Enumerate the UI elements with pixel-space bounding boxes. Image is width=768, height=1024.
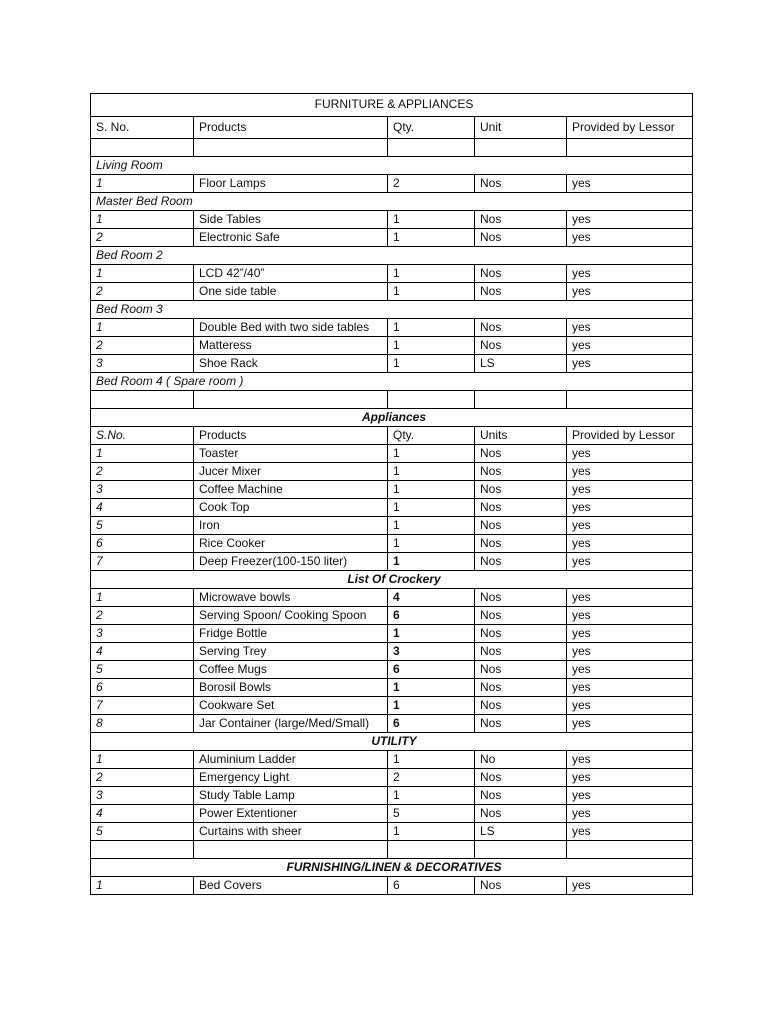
- quantity: 1: [388, 553, 475, 571]
- serial-number: 3: [91, 355, 194, 373]
- table-row: [91, 499, 693, 517]
- room-heading-row: [91, 301, 693, 319]
- table-row: [91, 607, 693, 625]
- unit: Nos: [475, 445, 567, 463]
- product-name: Serving Trey: [194, 643, 388, 661]
- provided-by-lessor: yes: [567, 265, 693, 283]
- unit: Nos: [475, 337, 567, 355]
- provided-by-lessor: yes: [567, 229, 693, 247]
- quantity: 4: [388, 589, 475, 607]
- unit: Nos: [475, 805, 567, 823]
- product-name: Borosil Bowls: [194, 679, 388, 697]
- blank-row: [91, 841, 693, 859]
- table-row: [91, 265, 693, 283]
- appliances-header-row: [91, 427, 693, 445]
- blank-cell: [475, 391, 567, 409]
- serial-number: 1: [91, 265, 194, 283]
- serial-number: 2: [91, 769, 194, 787]
- inventory-table-body: [91, 94, 693, 895]
- unit: Nos: [475, 679, 567, 697]
- provided-by-lessor: yes: [567, 355, 693, 373]
- product-name: Aluminium Ladder: [194, 751, 388, 769]
- quantity: 1: [388, 265, 475, 283]
- provided-by-lessor: yes: [567, 877, 693, 895]
- serial-number: 4: [91, 643, 194, 661]
- product-name: Iron: [194, 517, 388, 535]
- header-row: [91, 117, 693, 139]
- serial-number: 3: [91, 787, 194, 805]
- table-row: [91, 679, 693, 697]
- table-row: [91, 643, 693, 661]
- quantity: 1: [388, 319, 475, 337]
- unit: Nos: [475, 319, 567, 337]
- table-row: [91, 319, 693, 337]
- room-heading: Living Room: [91, 157, 693, 175]
- provided-by-lessor: yes: [567, 643, 693, 661]
- product-name: Side Tables: [194, 211, 388, 229]
- product-name: Bed Covers: [194, 877, 388, 895]
- room-heading-row: [91, 193, 693, 211]
- quantity: 1: [388, 481, 475, 499]
- unit: Nos: [475, 643, 567, 661]
- quantity: 6: [388, 715, 475, 733]
- serial-number: 1: [91, 751, 194, 769]
- unit: Nos: [475, 283, 567, 301]
- quantity: 1: [388, 445, 475, 463]
- quantity: 2: [388, 769, 475, 787]
- table-row: [91, 517, 693, 535]
- appliances-heading: Appliances: [91, 409, 693, 427]
- serial-number: 5: [91, 661, 194, 679]
- serial-number: 7: [91, 697, 194, 715]
- table-row: [91, 175, 693, 193]
- serial-number: 1: [91, 445, 194, 463]
- quantity: 1: [388, 787, 475, 805]
- quantity: 1: [388, 535, 475, 553]
- product-name: Electronic Safe: [194, 229, 388, 247]
- provided-by-lessor: yes: [567, 319, 693, 337]
- provided-by-lessor: yes: [567, 805, 693, 823]
- serial-number: 2: [91, 229, 194, 247]
- table-row: [91, 463, 693, 481]
- quantity: 1: [388, 211, 475, 229]
- table-row: [91, 211, 693, 229]
- serial-number: 2: [91, 283, 194, 301]
- provided-by-lessor: yes: [567, 211, 693, 229]
- serial-number: 4: [91, 499, 194, 517]
- header-provided: Provided by Lessor: [567, 117, 693, 139]
- header-products: Products: [194, 117, 388, 139]
- quantity: 1: [388, 625, 475, 643]
- table-row: [91, 715, 693, 733]
- quantity: 1: [388, 229, 475, 247]
- product-name: Deep Freezer(100-150 liter): [194, 553, 388, 571]
- table-row: [91, 823, 693, 841]
- blank-cell: [567, 391, 693, 409]
- header-unit: Units: [475, 427, 567, 445]
- blank-cell: [388, 841, 475, 859]
- furnishing-heading: FURNISHING/LINEN & DECORATIVES: [91, 859, 693, 877]
- room-heading-row: [91, 157, 693, 175]
- blank-cell: [91, 841, 194, 859]
- product-name: Double Bed with two side tables: [194, 319, 388, 337]
- quantity: 1: [388, 337, 475, 355]
- unit: Nos: [475, 535, 567, 553]
- serial-number: 8: [91, 715, 194, 733]
- serial-number: 5: [91, 517, 194, 535]
- header-qty: Qty.: [388, 427, 475, 445]
- table-row: [91, 751, 693, 769]
- table-row: [91, 661, 693, 679]
- blank-row: [91, 139, 693, 157]
- provided-by-lessor: yes: [567, 283, 693, 301]
- table-row: [91, 481, 693, 499]
- product-name: Rice Cooker: [194, 535, 388, 553]
- quantity: 5: [388, 805, 475, 823]
- product-name: Jucer Mixer: [194, 463, 388, 481]
- table-row: [91, 337, 693, 355]
- serial-number: 1: [91, 319, 194, 337]
- blank-cell: [388, 391, 475, 409]
- table-row: [91, 553, 693, 571]
- serial-number: 5: [91, 823, 194, 841]
- unit: Nos: [475, 463, 567, 481]
- unit: Nos: [475, 499, 567, 517]
- serial-number: 3: [91, 481, 194, 499]
- header-sno: S. No.: [91, 117, 194, 139]
- quantity: 6: [388, 661, 475, 679]
- appliances-heading-row: [91, 409, 693, 427]
- product-name: Study Table Lamp: [194, 787, 388, 805]
- unit: Nos: [475, 607, 567, 625]
- provided-by-lessor: yes: [567, 535, 693, 553]
- unit: Nos: [475, 877, 567, 895]
- quantity: 1: [388, 517, 475, 535]
- blank-cell: [91, 391, 194, 409]
- product-name: Curtains with sheer: [194, 823, 388, 841]
- table-row: [91, 805, 693, 823]
- table-row: [91, 355, 693, 373]
- provided-by-lessor: yes: [567, 607, 693, 625]
- serial-number: 2: [91, 337, 194, 355]
- quantity: 6: [388, 607, 475, 625]
- serial-number: 3: [91, 625, 194, 643]
- header-unit: Unit: [475, 117, 567, 139]
- provided-by-lessor: yes: [567, 823, 693, 841]
- unit: LS: [475, 355, 567, 373]
- provided-by-lessor: yes: [567, 445, 693, 463]
- quantity: 1: [388, 463, 475, 481]
- quantity: 1: [388, 283, 475, 301]
- serial-number: 6: [91, 679, 194, 697]
- utility-heading: UTILITY: [91, 733, 693, 751]
- serial-number: 1: [91, 877, 194, 895]
- product-name: Microwave bowls: [194, 589, 388, 607]
- quantity: 1: [388, 355, 475, 373]
- blank-row: [91, 391, 693, 409]
- product-name: LCD 42”/40”: [194, 265, 388, 283]
- product-name: Fridge Bottle: [194, 625, 388, 643]
- quantity: 1: [388, 679, 475, 697]
- header-provided: Provided by Lessor: [567, 427, 693, 445]
- unit: Nos: [475, 625, 567, 643]
- table-row: [91, 535, 693, 553]
- provided-by-lessor: yes: [567, 499, 693, 517]
- product-name: Matteress: [194, 337, 388, 355]
- provided-by-lessor: yes: [567, 751, 693, 769]
- unit: No: [475, 751, 567, 769]
- product-name: Emergency Light: [194, 769, 388, 787]
- table-row: [91, 625, 693, 643]
- provided-by-lessor: yes: [567, 517, 693, 535]
- serial-number: 2: [91, 607, 194, 625]
- provided-by-lessor: yes: [567, 463, 693, 481]
- crockery-heading: List Of Crockery: [91, 571, 693, 589]
- utility-heading-row: [91, 733, 693, 751]
- unit: Nos: [475, 787, 567, 805]
- unit: Nos: [475, 661, 567, 679]
- product-name: Serving Spoon/ Cooking Spoon: [194, 607, 388, 625]
- product-name: Cook Top: [194, 499, 388, 517]
- unit: Nos: [475, 553, 567, 571]
- room-heading-row: [91, 247, 693, 265]
- unit: Nos: [475, 769, 567, 787]
- room-heading: Master Bed Room: [91, 193, 693, 211]
- table-row: [91, 229, 693, 247]
- provided-by-lessor: yes: [567, 175, 693, 193]
- quantity: 6: [388, 877, 475, 895]
- inventory-table: [90, 93, 693, 895]
- furnishing-heading-row: [91, 859, 693, 877]
- unit: Nos: [475, 229, 567, 247]
- quantity: 1: [388, 499, 475, 517]
- provided-by-lessor: yes: [567, 337, 693, 355]
- serial-number: 4: [91, 805, 194, 823]
- table-row: [91, 283, 693, 301]
- provided-by-lessor: yes: [567, 787, 693, 805]
- product-name: Coffee Machine: [194, 481, 388, 499]
- table-row: [91, 589, 693, 607]
- table-row: [91, 445, 693, 463]
- quantity: 1: [388, 751, 475, 769]
- product-name: Shoe Rack: [194, 355, 388, 373]
- table-row: [91, 697, 693, 715]
- spare-room-heading-row: [91, 373, 693, 391]
- provided-by-lessor: yes: [567, 697, 693, 715]
- provided-by-lessor: yes: [567, 661, 693, 679]
- unit: Nos: [475, 589, 567, 607]
- unit: Nos: [475, 211, 567, 229]
- provided-by-lessor: yes: [567, 715, 693, 733]
- table-row: [91, 787, 693, 805]
- serial-number: 1: [91, 211, 194, 229]
- blank-cell: [475, 841, 567, 859]
- serial-number: 6: [91, 535, 194, 553]
- crockery-heading-row: [91, 571, 693, 589]
- title-row: [91, 94, 693, 117]
- provided-by-lessor: yes: [567, 553, 693, 571]
- provided-by-lessor: yes: [567, 481, 693, 499]
- quantity: 1: [388, 697, 475, 715]
- product-name: Toaster: [194, 445, 388, 463]
- product-name: Power Extentioner: [194, 805, 388, 823]
- serial-number: 2: [91, 463, 194, 481]
- unit: Nos: [475, 715, 567, 733]
- header-qty: Qty.: [388, 117, 475, 139]
- unit: Nos: [475, 697, 567, 715]
- provided-by-lessor: yes: [567, 589, 693, 607]
- header-sno: S.No.: [91, 427, 194, 445]
- blank-cell: [194, 841, 388, 859]
- unit: Nos: [475, 175, 567, 193]
- product-name: One side table: [194, 283, 388, 301]
- table-title: FURNITURE & APPLIANCES: [91, 94, 693, 117]
- quantity: 2: [388, 175, 475, 193]
- quantity: 1: [388, 823, 475, 841]
- unit: LS: [475, 823, 567, 841]
- product-name: Jar Container (large/Med/Small): [194, 715, 388, 733]
- unit: Nos: [475, 265, 567, 283]
- provided-by-lessor: yes: [567, 679, 693, 697]
- blank-cell: [194, 391, 388, 409]
- quantity: 3: [388, 643, 475, 661]
- unit: Nos: [475, 481, 567, 499]
- provided-by-lessor: yes: [567, 625, 693, 643]
- blank-cell: [567, 841, 693, 859]
- room-heading: Bed Room 3: [91, 301, 693, 319]
- product-name: Floor Lamps: [194, 175, 388, 193]
- serial-number: 7: [91, 553, 194, 571]
- provided-by-lessor: yes: [567, 769, 693, 787]
- unit: Nos: [475, 517, 567, 535]
- table-row: [91, 769, 693, 787]
- serial-number: 1: [91, 589, 194, 607]
- header-products: Products: [194, 427, 388, 445]
- room-heading: Bed Room 2: [91, 247, 693, 265]
- product-name: Coffee Mugs: [194, 661, 388, 679]
- product-name: Cookware Set: [194, 697, 388, 715]
- serial-number: 1: [91, 175, 194, 193]
- table-row: [91, 877, 693, 895]
- spare-room-heading: Bed Room 4 ( Spare room ): [91, 373, 693, 391]
